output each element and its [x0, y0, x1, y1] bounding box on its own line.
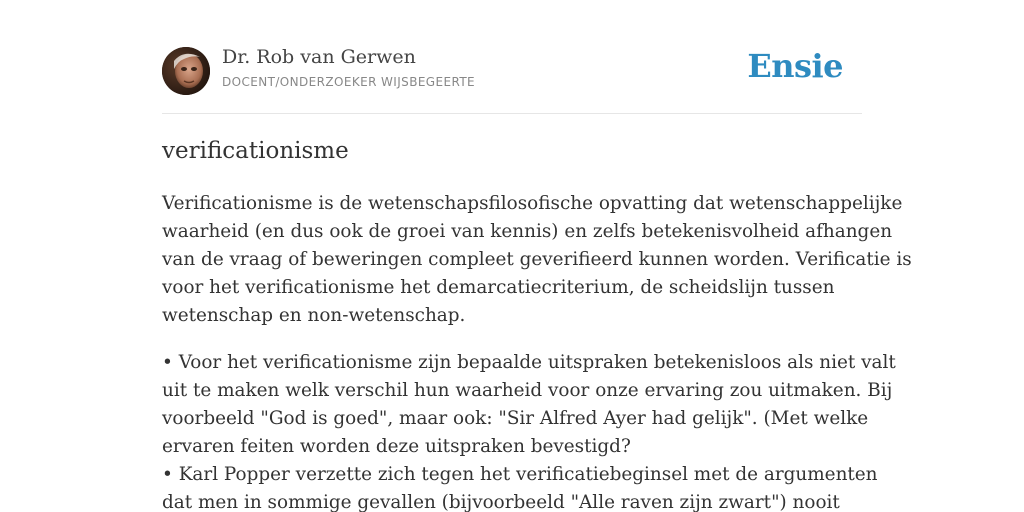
text-line: • Voor het verificationisme zijn bepaalde uitspraken betekenisloos als niet valt [162, 352, 896, 373]
entry-title: verificationisme [162, 138, 349, 164]
text-line: voor het verificationisme het demarcatiecriterium, de scheidslijn tussen [162, 277, 835, 298]
text-line: dat men in sommige gevallen (bijvoorbeeld "Alle raven zijn zwart") nooit [162, 492, 840, 512]
entry-page [162, 0, 912, 512]
author-name[interactable]: Dr. Rob van Gerwen [222, 46, 416, 68]
text-line: van de vraag of beweringen compleet geverifieerd kunnen worden. Verificatie is [162, 249, 912, 270]
text-line: ervaren feiten worden deze uitspraken bevestigd? [162, 436, 631, 457]
author-avatar[interactable] [162, 47, 210, 95]
text-line: voorbeeld "God is goed", maar ook: "Sir Alfred Ayer had gelijk". (Met welke [162, 408, 869, 429]
author-photo [162, 47, 210, 95]
text-line: wetenschap en non-wetenschap. [162, 305, 466, 326]
definition-paragraph [162, 190, 912, 330]
brand-logo[interactable]: Ensie [747, 47, 843, 85]
details-paragraph [162, 349, 896, 512]
author-role: DOCENT/ONDERZOEKER WIJSBEGEERTE [222, 75, 476, 89]
text-line: uit te maken welk verschil hun waarheid voor onze ervaring zou uitmaken. Bij [162, 380, 893, 401]
text-line: Verificationisme is de wetenschapsfilosofische opvatting dat wetenschappelijke [162, 193, 903, 214]
author-header [162, 0, 862, 114]
text-line: waarheid (en dus ook de groei van kennis) en zelfs betekenisvolheid afhangen [162, 221, 893, 242]
text-line: • Karl Popper verzette zich tegen het verificatiebeginsel met de argumenten [162, 464, 878, 485]
